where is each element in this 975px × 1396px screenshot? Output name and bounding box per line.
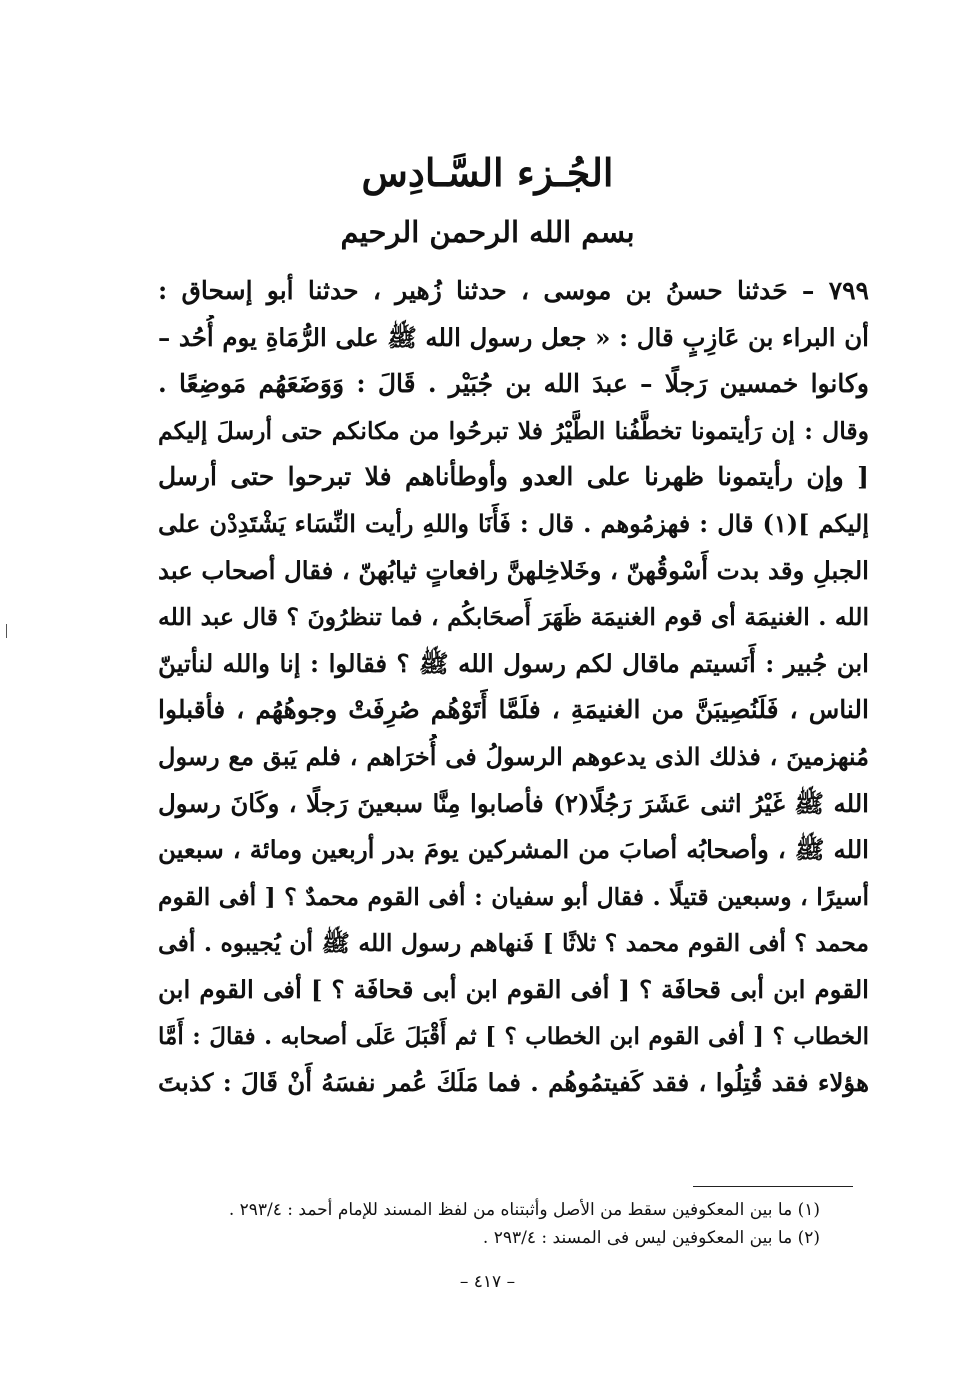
hadith-body	[158, 268, 869, 1107]
footnotes	[150, 1196, 820, 1252]
footnote-divider	[693, 1186, 853, 1187]
text-line: وقال : إن رَأيتمونا تخطَّفُنا الطَّيْرُ فلا تبرحُوا من مكانكم حتى أرسلَ إليكم	[158, 416, 869, 445]
page-number: – ٤١٧ –	[459, 1272, 516, 1292]
text-line: أن البراء بن عَازِبٍ قال : « جعل رسول الله ﷺ على الرُّمَاةِ يوم أُحُد –	[158, 322, 869, 352]
text-line: ٧٩٩ – حَدثنا حسنُ بن موسى ، حدثنا زُهير ، حدثنا أبو إسحاق :	[158, 276, 869, 305]
text-line: القوم ابن أبى قحافَة ؟ [ أفى القوم ابن أبى قحافَة ؟ ] أفى القوم ابن	[158, 974, 869, 1004]
footnote-1: (١) ما بين المعكوفين سقط من الأصل وأثبتناه من لفظ المسند للإمام أحمد : ٢٩٣/٤ .	[228, 1200, 820, 1220]
text-line: [ وإن رأيتمونا ظهرنا على العدو وأوطأناهم فلا تبرحوا حتى أرسل	[158, 462, 869, 492]
text-line: إليكم ](١) قال : فهزمُوهم . قال : فَأَنَا واللهِ رأيت النِّسَاء يَشْتَدِدْن على	[158, 508, 869, 538]
text-line: هؤلاء فقد قُتِلُوا ، فقد كَفيتمُوهُم . فما مَلَكَ عُمر نفسَهُ أَنْ قَالَ : كذبتَ	[158, 1068, 869, 1098]
text-line: الجبلِ وقد بدت أَسْوقُهنّ ، وخَلاخِلهنَّ رافعاتٍ ثيابُهنّ ، فقال أصحاب عبد	[158, 555, 869, 585]
footnote-2: (٢) ما بين المعكوفين ليس فى المسند : ٢٩٣/٤ .	[482, 1228, 820, 1248]
margin-mark	[6, 624, 7, 638]
text-line: محمد ؟ أفى القوم محمد ؟ ثلاثًا ] فَنهاهم رسول الله ﷺ أن يُجيبوه . أفى	[158, 929, 869, 958]
text-line: الله ﷺ غَيْرُ اثنى عَشَرَ رَجُلًا(٢) فأصابوا مِنَّا سبعينَ رَجلًا ، وكَانَ رسول	[158, 788, 869, 818]
text-line: الله ﷺ ، وأصحابُه أصابَ من المشركين يومَ بدر أربعين ومائة ، سبعين	[158, 835, 869, 865]
text-line: أسيرًا ، وسبعين قتيلًا . فقال أبو سفيان : أفى القوم محمدٌ ؟ [ أفى القوم	[158, 882, 869, 911]
text-line: الخطاب ؟ [ أفى القوم ابن الخطاب ؟ ] ثم أَقْبَلَ عَلَى أصحابه . فقالَ : أَمَّا	[158, 1022, 869, 1050]
part-title: الجُـزء السَّـادِس	[361, 150, 614, 195]
basmala: بسم الله الرحمن الرحيم	[340, 215, 635, 249]
text-line: الله . الغنيمَة أى قوم الغنيمَة ظَهَرَ أَصحَابكُم ، فما تنظرُونَ ؟ قال عبد الله	[158, 603, 869, 632]
text-line: مُنهزمينَ ، فذلك الذى يدعوهم الرسولُ فى أُخرَاهم ، فلم يَبق مع رسول	[158, 741, 869, 771]
text-line: ابن جُبير : أَنَسيتم ماقال لكم رسول الله ﷺ ؟ فقالوا : إنا والله لنأتينّ	[158, 648, 869, 678]
text-line: الناس ، فَلَنُصِيبَنَّ من الغنيمَةِ ، فلَمَّا أَتَوْهُم صُرِفَتْ وجوهُهُم ، فأقبلوا	[158, 695, 869, 725]
text-line: وكانوا خمسين رَجلًا – عبدَ الله بن جُبَيْر . قَالَ : وَوَضَعَهُم مَوضِعًا .	[158, 369, 869, 399]
